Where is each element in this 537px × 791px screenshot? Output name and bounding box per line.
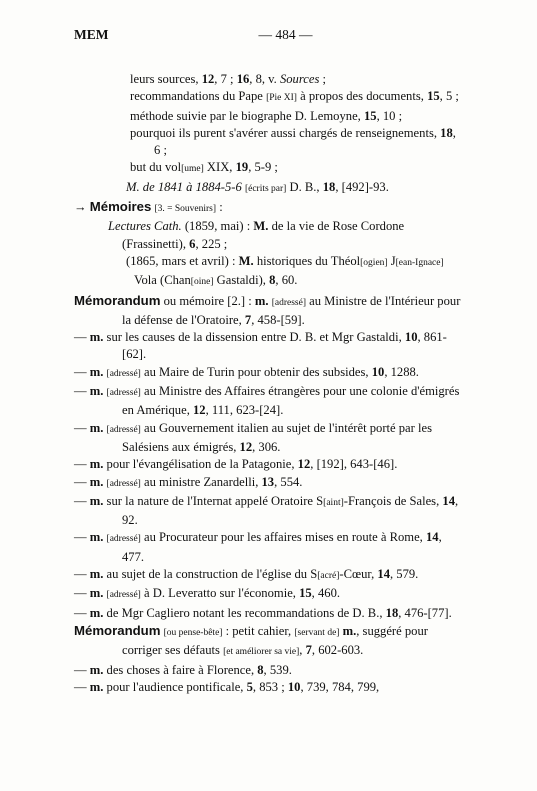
index-entry: — m. des choses à faire à Florence, 8, 539. [74,662,292,677]
index-entry: recommandations du Pape [Pie XI] à propos des documents, 15, 5 ; [130,89,459,104]
index-entry: Lectures Cath. (1859, mai) : M. de la vie de Rose Cordone (Frassinetti), 6, 225 ; [108,219,405,251]
index-entry: — m. au sujet de la construction de l'église du S[acré]-Cœur, 14, 579. [74,567,419,582]
index-entry: — m. de Mgr Cagliero notant les recommandations de D. B., 18, 476-[77]. [74,605,452,620]
index-entry: — m. pour l'audience pontificale, 5, 853 ; 10, 739, 784, 799, [74,679,380,694]
running-header [74,27,497,45]
index-entry: — m. pour l'évangélisation de la Patagonie, 12, [192], 643-[46]. [74,457,398,472]
index-entry: — m. [adressé] au ministre Zanardelli, 13, 554. [74,474,303,489]
index-entry: Mémorandum [ou pense-bête] : petit cahier, [servant de] m., suggéré pour corriger ses défauts [et améliorer sa vie], 7, 602-603. [74,622,428,658]
index-entry: — m. [adressé] au Gouvernement italien au sujet de l'intérêt porté par les Salésiens aux émigrés, 12, 306. [74,420,432,454]
index-entry: — m. sur les causes de la dissension entre D. B. et Mgr Gastaldi, 10, 861-[62]. [74,330,447,362]
index-entry: méthode suivie par le biographe D. Lemoyne, 15, 10 ; [130,108,403,123]
index-entry: but du vol[ume] XIX, 19, 5-9 ; [130,160,278,175]
index-body [74,71,462,696]
index-entry: pourquoi ils purent s'avérer aussi chargés de renseignements, 18, 6 ; [130,125,456,158]
header-keyword: MEM [74,27,109,42]
index-entry: — m. [adressé] au Ministre des Affaires étrangères pour une colonie d'émigrés en Amérique, 12, 111, 623-[24]. [74,384,460,418]
index-entry: M. de 1841 à 1884-5-6 [écrits par] D. B., 18, [492]-93. [126,179,389,194]
index-entry: leurs sources, 12, 7 ; 16, 8, v. Sources ; [130,72,327,86]
page-number: — 484 — [258,27,313,42]
index-entry: → Mémoires [3. = Souvenirs] : [74,199,223,215]
index-entry: — m. [adressé] au Procurateur pour les affaires mises en route à Rome, 14, 477. [74,530,442,564]
index-entry: Mémorandum ou mémoire [2.] : m. [adressé] au Ministre de l'Intérieur pour la défense de l'Oratoire, 7, 458-[59]. [74,292,461,327]
index-entry: — m. [adressé] à D. Leveratto sur l'économie, 15, 460. [74,586,341,601]
index-entry: — m. [adressé] au Maire de Turin pour obtenir des subsides, 10, 1288. [74,364,419,379]
index-entry: (1865, mars et avril) : M. historiques du Théol[ogien] J[ean-Ignace] Vola (Chan[oine] Gastaldi), 8, 60. [126,253,444,288]
index-entry: — m. sur la nature de l'Internat appelé Oratoire S[aint]-François de Sales, 14, 92. [74,493,459,528]
